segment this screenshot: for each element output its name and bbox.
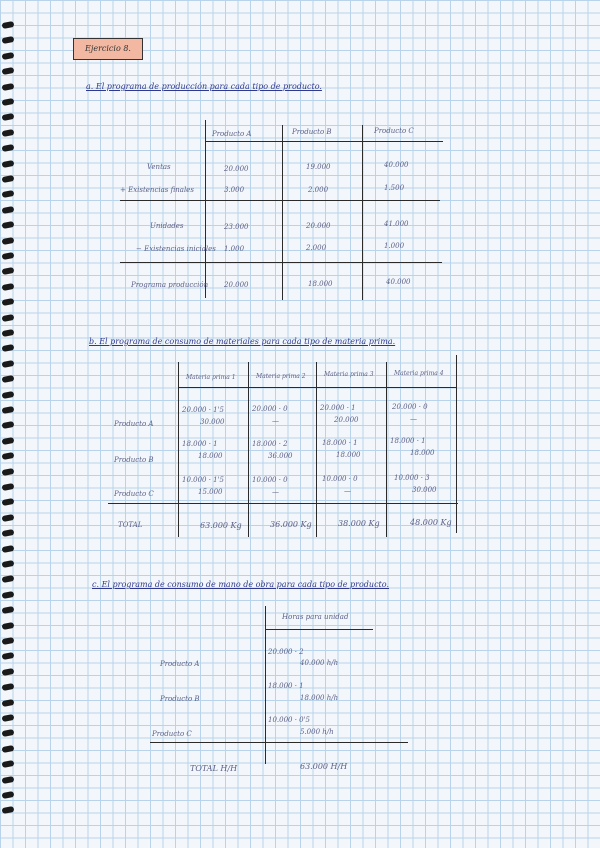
table-c-total-value: 63.000 H/H [300, 762, 348, 771]
table-a-cell: 23.000 [224, 223, 249, 231]
spiral-ring [2, 113, 15, 121]
table-b-total: 48.000 Kg [410, 518, 452, 527]
spiral-ring [2, 468, 15, 476]
table-a-cell: 2.000 [308, 186, 329, 194]
spiral-ring [2, 129, 15, 137]
table-b-value: 30.000 [412, 486, 437, 494]
table-b-calc: 20.000 · 0 [252, 405, 288, 413]
table-b-value: — [410, 415, 417, 423]
table-c-total-line [150, 742, 408, 743]
table-b-col-header: Materia prima 2 [256, 373, 306, 380]
table-c-value: 40.000 h/h [300, 659, 339, 667]
section-a-title: a. El programa de producción para cada tipo de producto. [86, 82, 322, 91]
table-b-vline-2 [248, 362, 249, 537]
table-b-col-header: Materia prima 3 [324, 371, 374, 378]
table-a-cell: 40.000 [384, 161, 409, 169]
spiral-binding [0, 0, 18, 848]
spiral-ring [2, 344, 15, 352]
table-a-cell: 20.000 [306, 222, 331, 230]
table-b-calc: 18.000 · 1 [390, 437, 426, 445]
table-b-col-header: Materia prima 4 [394, 370, 444, 377]
table-c-row-label: Producto A [160, 660, 200, 668]
table-b-calc: 10.000 · 1'5 [182, 476, 224, 484]
table-b-value: — [272, 488, 279, 496]
spiral-ring [2, 560, 15, 568]
spiral-ring [2, 760, 15, 768]
table-b-col-header: Materia prima 1 [186, 374, 236, 381]
spiral-ring [2, 729, 15, 737]
spiral-ring [2, 483, 15, 491]
spiral-ring [2, 776, 15, 784]
table-a-row-label: Programa producción [131, 281, 209, 289]
spiral-ring [2, 36, 15, 44]
spiral-ring [2, 529, 15, 537]
spiral-ring [2, 637, 15, 645]
table-b-calc: 18.000 · 1 [182, 440, 218, 448]
table-b-value: 18.000 [198, 452, 223, 460]
spiral-ring [2, 652, 15, 660]
table-b-row-label: Producto B [114, 456, 154, 464]
table-b-calc: 20.000 · 1 [320, 404, 356, 412]
spiral-ring [2, 375, 15, 383]
spiral-ring [2, 514, 15, 522]
table-a-vline-1 [205, 120, 206, 298]
table-c-calc: 20.000 · 2 [268, 648, 304, 656]
table-a-row-label: − Existencias iniciales [136, 245, 216, 253]
table-b-row-label: Producto C [114, 490, 154, 498]
table-a-cell: 41.000 [384, 220, 409, 228]
table-a-cell: 1.000 [384, 242, 405, 250]
spiral-ring [2, 668, 15, 676]
table-c-row-label: Producto C [152, 730, 192, 738]
spiral-ring [2, 622, 15, 630]
table-a-col-header: Producto A [212, 130, 252, 138]
spiral-ring [2, 360, 15, 368]
spiral-ring [2, 406, 15, 414]
table-a-row-label: + Existencias finales [120, 186, 194, 194]
table-a-col-header: Producto B [292, 128, 332, 136]
table-b-value: 15.000 [198, 488, 223, 496]
spiral-ring [2, 699, 15, 707]
spiral-ring [2, 437, 15, 445]
exercise-label: Ejercicio 8. [73, 38, 143, 60]
table-b-calc: 20.000 · 0 [392, 403, 428, 411]
spiral-ring [2, 298, 15, 306]
table-a-cell: 20.000 [224, 165, 249, 173]
spiral-ring [2, 283, 15, 291]
table-a-mid-line [120, 200, 440, 201]
table-a-cell: 19.000 [306, 163, 331, 171]
table-b-value: — [344, 487, 351, 495]
table-c-calc: 18.000 · 1 [268, 682, 304, 690]
spiral-ring [2, 267, 15, 275]
table-a-cell: 1.500 [384, 184, 405, 192]
spiral-ring [2, 83, 15, 91]
table-a-vline-3 [362, 125, 363, 300]
table-c-calc: 10.000 · 0'5 [268, 716, 310, 724]
table-a-cell: 1.000 [224, 245, 245, 253]
spiral-ring [2, 452, 15, 460]
table-b-value: 36.000 [268, 452, 293, 460]
spiral-ring [2, 190, 15, 198]
table-b-calc: 18.000 · 1 [322, 439, 358, 447]
table-a-row-label: Ventas [147, 163, 171, 171]
spiral-ring [2, 714, 15, 722]
table-b-calc: 10.000 · 3 [394, 474, 430, 482]
spiral-ring [2, 252, 15, 260]
table-c-value: 18.000 h/h [300, 694, 339, 702]
table-b-value: 20.000 [334, 416, 359, 424]
spiral-ring [2, 237, 15, 245]
spiral-ring [2, 745, 15, 753]
spiral-ring [2, 206, 15, 214]
spiral-ring [2, 806, 15, 814]
table-b-calc: 20.000 · 1'5 [182, 406, 224, 414]
spiral-ring [2, 160, 15, 168]
table-b-calc: 18.000 · 2 [252, 440, 288, 448]
spiral-ring [2, 791, 15, 799]
table-c-header-line [265, 629, 373, 630]
table-a-cell: 40.000 [386, 278, 411, 286]
section-c-title: c. El programa de consumo de mano de obra para cada tipo de producto. [92, 580, 389, 589]
table-b-vline-5 [456, 355, 457, 533]
table-b-value: 30.000 [200, 418, 225, 426]
spiral-ring [2, 329, 15, 337]
spiral-ring [2, 144, 15, 152]
table-c-total-label: TOTAL H/H [190, 764, 238, 773]
table-a-header-line [205, 141, 443, 142]
section-b-title: b. El programa de consumo de materiales para cada tipo de materia prima. [89, 337, 396, 346]
spiral-ring [2, 591, 15, 599]
table-a-row-label: Unidades [150, 222, 184, 230]
table-b-vline-1 [178, 362, 179, 537]
spiral-ring [2, 175, 15, 183]
table-c-col-header: Horas para unidad [282, 613, 349, 621]
spiral-ring [2, 575, 15, 583]
spiral-ring [2, 52, 15, 60]
spiral-ring [2, 606, 15, 614]
table-a-cell: 20.000 [224, 281, 249, 289]
table-b-vline-3 [316, 362, 317, 537]
table-a-cell: 18.000 [308, 280, 333, 288]
table-b-value: 18.000 [410, 449, 435, 457]
table-c-row-label: Producto B [160, 695, 200, 703]
table-a-vline-2 [282, 125, 283, 300]
table-c-value: 5.000 h/h [300, 728, 334, 736]
table-b-vline-4 [386, 362, 387, 537]
table-b-total: 36.000 Kg [270, 520, 312, 529]
table-b-total-label: TOTAL [118, 521, 143, 529]
spiral-ring [2, 221, 15, 229]
table-a-col-header: Producto C [374, 127, 414, 135]
spiral-ring [2, 498, 15, 506]
spiral-ring [2, 391, 15, 399]
table-b-header-line [178, 387, 456, 388]
table-b-calc: 10.000 · 0 [252, 476, 288, 484]
table-b-row-label: Producto A [114, 420, 154, 428]
table-a-cell: 3.000 [224, 186, 245, 194]
table-b-total: 38.000 Kg [338, 519, 380, 528]
spiral-ring [2, 21, 15, 29]
table-b-total: 63.000 Kg [200, 521, 242, 530]
spiral-ring [2, 683, 15, 691]
table-b-value: — [272, 417, 279, 425]
spiral-ring [2, 421, 15, 429]
spiral-ring [2, 314, 15, 322]
table-a-total-line [120, 262, 442, 263]
table-a-cell: 2.000 [306, 244, 327, 252]
spiral-ring [2, 67, 15, 75]
spiral-ring [2, 98, 15, 106]
table-b-total-line [108, 503, 458, 504]
spiral-ring [2, 545, 15, 553]
table-b-value: 18.000 [336, 451, 361, 459]
table-b-calc: 10.000 · 0 [322, 475, 358, 483]
